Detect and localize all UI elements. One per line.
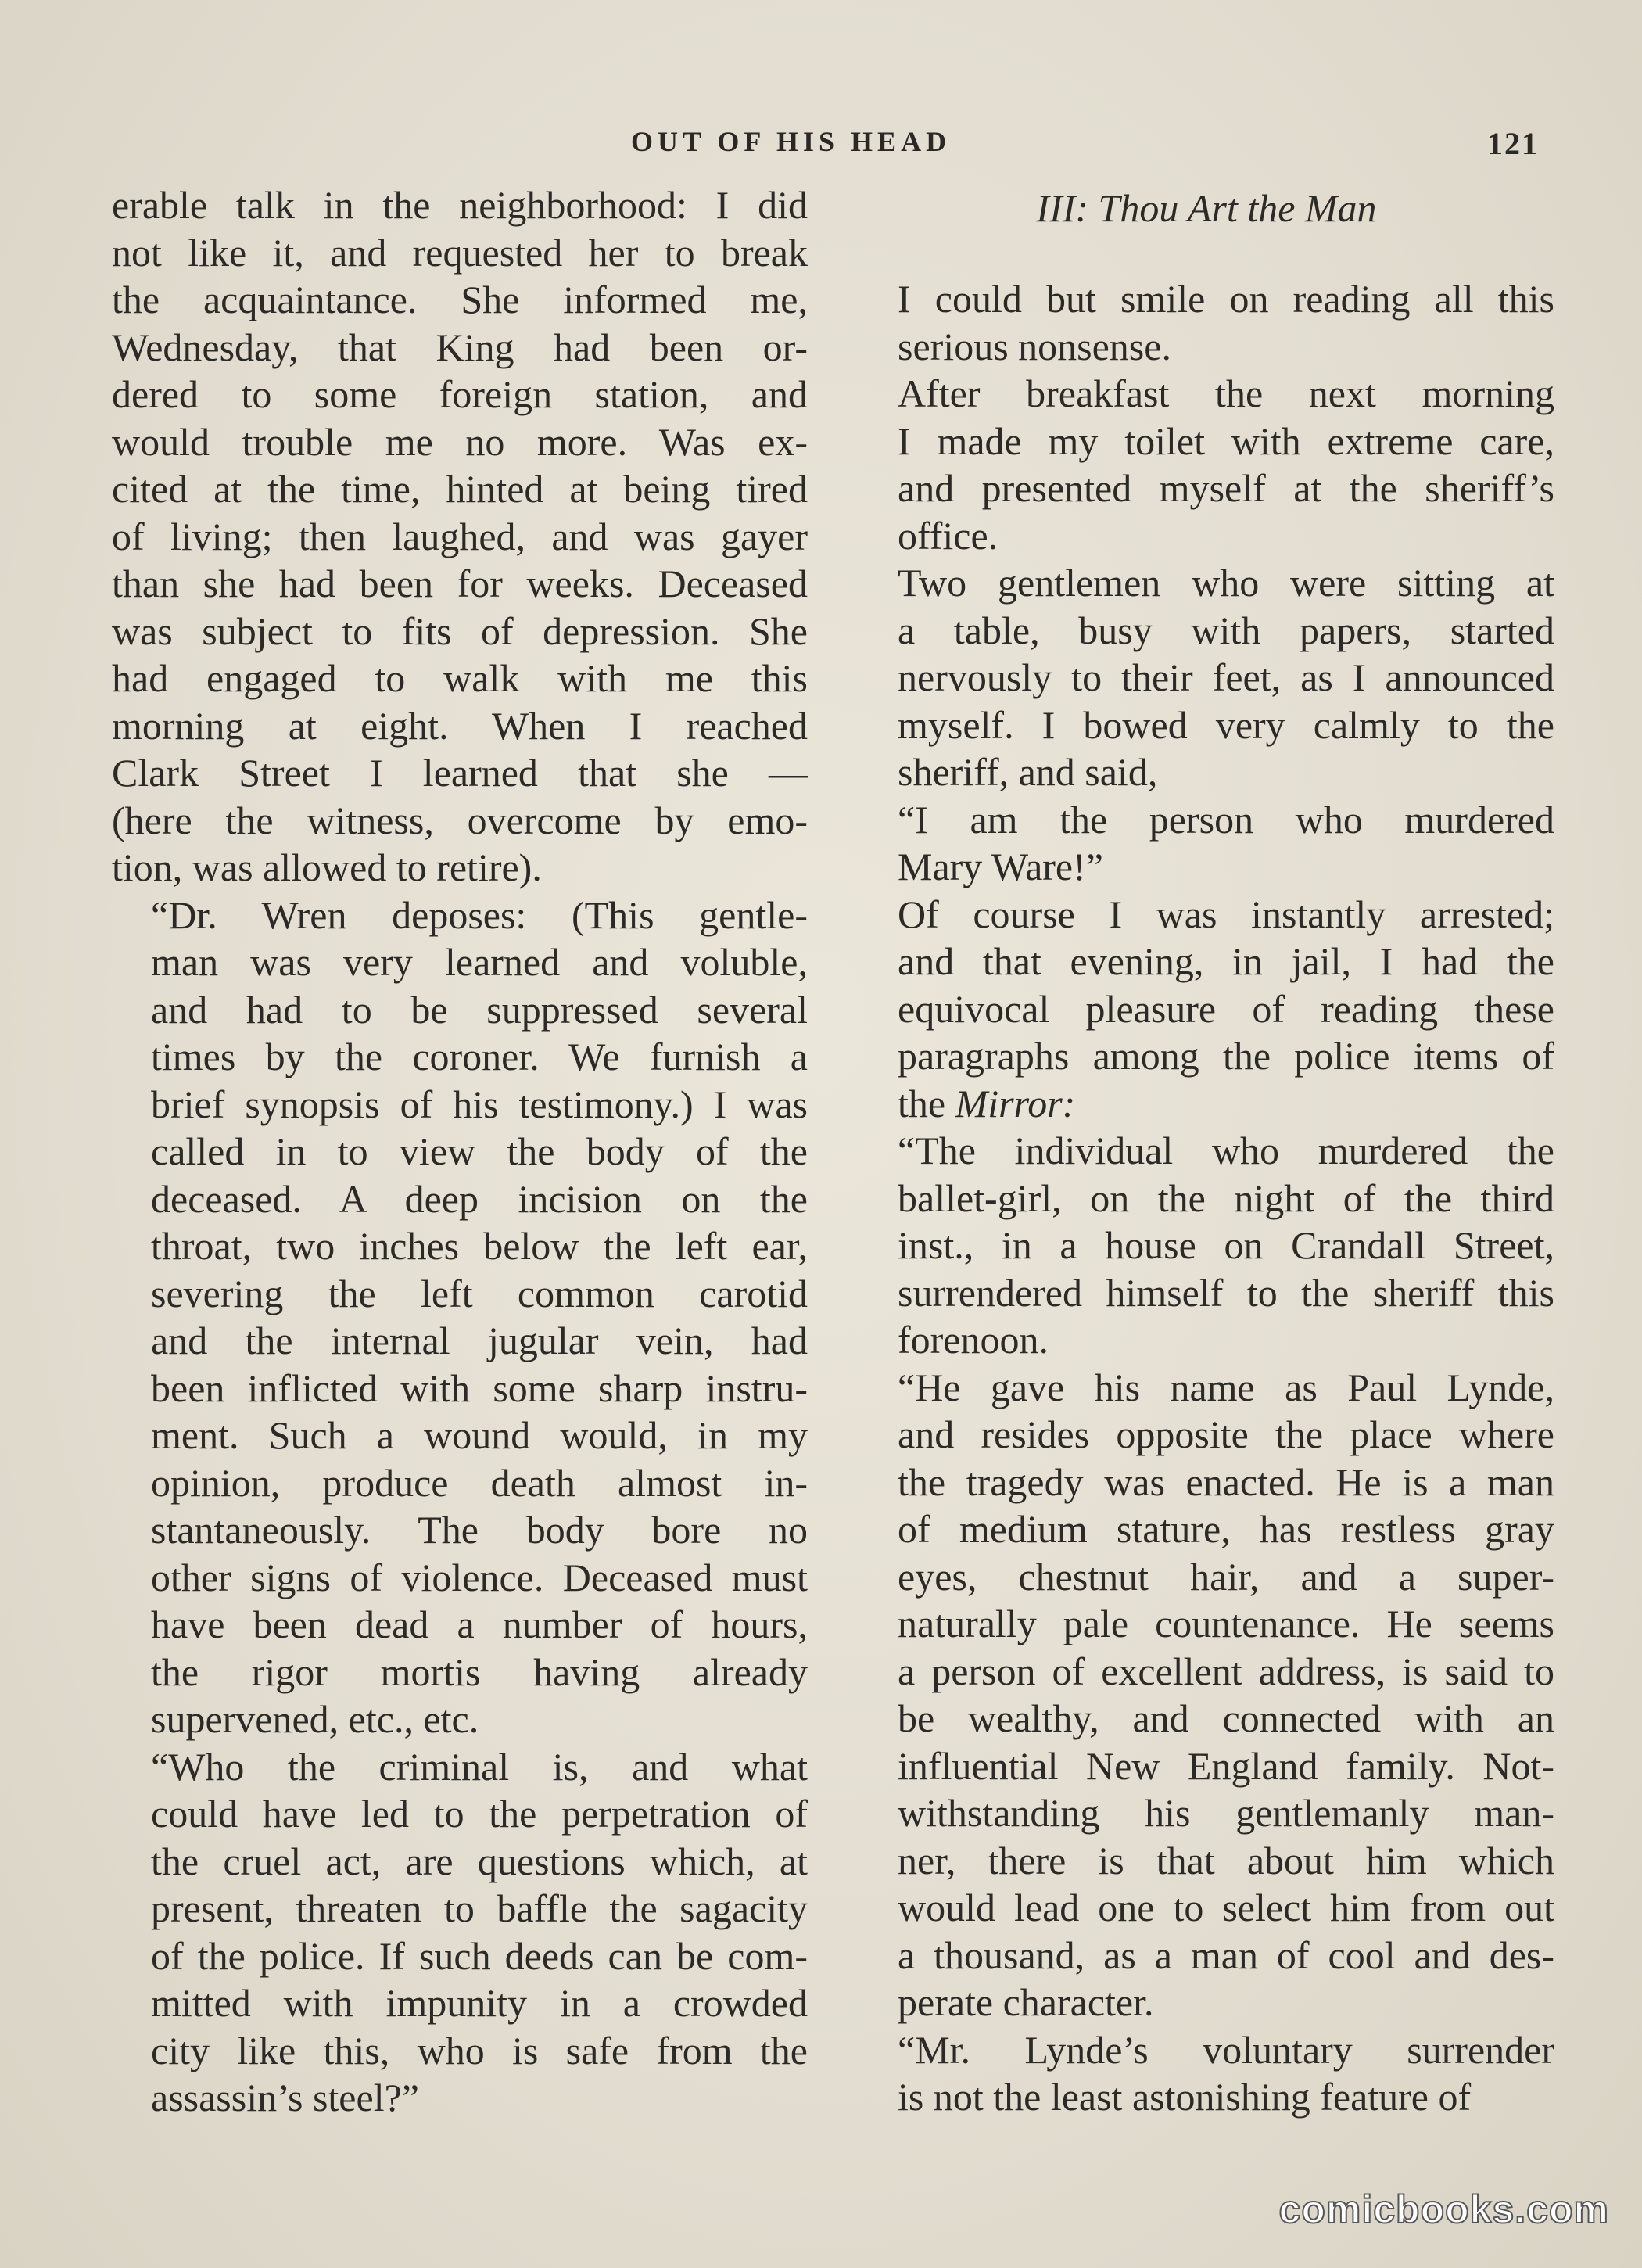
text-line: and resides opposite the place where (898, 1412, 1554, 1456)
text-line: and presented myself at the sheriff’s (898, 466, 1554, 510)
text-line: myself. I bowed very calmly to the (898, 702, 1554, 747)
text-line: be wealthy, and connected with an (898, 1696, 1554, 1740)
watermark-logo: comicbooks.com (1278, 2187, 1609, 2231)
text-line: morning at eight. When I reached (112, 703, 808, 748)
text-line: Of course I was instantly arrested; (898, 892, 1554, 936)
paragraph-breakfast (859, 370, 1554, 559)
left-column (112, 181, 808, 2122)
text-line: other signs of violence. Deceased must (151, 1555, 808, 1599)
text-line: perate character. (898, 1980, 1154, 2024)
text-line: man was very learned and voluble, (151, 940, 808, 984)
text-line: “Dr. Wren deposes: (This gentle- (151, 892, 808, 937)
paragraph-surrender (859, 2026, 1554, 2121)
text-line: of living; then laughed, and was gayer (112, 514, 808, 558)
text-line: opinion, produce death almost in- (151, 1460, 808, 1505)
text-line: deceased. A deep incision on the (151, 1176, 808, 1221)
page-number: 121 (1487, 126, 1539, 161)
paragraph-arrest (859, 891, 1554, 1128)
text-line: could have led to the perpetration of (151, 1792, 808, 1836)
paragraph-individual (859, 1127, 1554, 1364)
text-line: “Who the criminal is, and what (151, 1744, 808, 1789)
text-line: dered to some foreign station, and (112, 372, 808, 416)
text-line: the rigor mortis having already (151, 1649, 808, 1694)
text-line: would trouble me no more. Was ex- (112, 419, 808, 464)
text-line: ment. Such a wound would, in my (151, 1413, 808, 1457)
text-line: the tragedy was enacted. He is a man (898, 1459, 1554, 1504)
paragraph-testimony-end (112, 181, 808, 892)
text-line: the acquaintance. She informed me, (112, 278, 808, 321)
text-line: and the internal jugular vein, had (151, 1319, 808, 1362)
text-line: brief synopsis of his testimony.) I was (151, 1082, 808, 1126)
text-line: Wednesday, that King had been or- (112, 325, 808, 369)
text-line: a table, busy with papers, started (898, 608, 1554, 652)
text-line: assassin’s steel?” (151, 2076, 419, 2119)
text-line: forenoon. (898, 1318, 1049, 1362)
arrest-last-prefix: the (898, 1081, 955, 1125)
text-line: a person of excellent address, is said to (898, 1649, 1554, 1693)
text-line: not like it, and requested her to break (112, 230, 808, 275)
text-line: cited at the time, hinted at being tired (112, 467, 808, 511)
text-line: than she had been for weeks. Deceased (112, 562, 808, 605)
text-line: city like this, who is safe from the (151, 2028, 808, 2072)
text-line: stantaneously. The body bore no (151, 1508, 808, 1552)
text-line: paragraphs among the police items of (898, 1034, 1554, 1078)
text-line: times by the coroner. We furnish a (151, 1035, 808, 1078)
page-header (0, 125, 1642, 160)
text-line: “Mr. Lynde’s voluntary surrender (898, 2027, 1554, 2072)
text-line: was subject to fits of depression. She (112, 608, 808, 653)
text-line: After breakfast the next morning (898, 371, 1554, 415)
text-line: of the police. If such deeds can be com- (151, 1933, 808, 1978)
text-line: equivocal pleasure of reading these (898, 986, 1554, 1031)
text-line: I made my toilet with extreme care, (898, 418, 1554, 463)
text-line: and that evening, in jail, I had the (898, 939, 1554, 983)
text-line: had engaged to walk with me this (112, 656, 808, 700)
text-line: I could but smile on reading all this (898, 277, 1554, 321)
newspaper-name-mirror: Mirror: (955, 1081, 1076, 1125)
text-line: naturally pale countenance. He seems (898, 1602, 1554, 1645)
paragraph-criminal-question (112, 1743, 808, 2122)
text-line: “The individual who murdered the (898, 1129, 1554, 1172)
text-line: present, threaten to baffle the sagacity (151, 1886, 808, 1930)
text-line: withstanding his gentlemanly man- (898, 1791, 1554, 1835)
text-line: throat, two inches below the left ear, (151, 1224, 808, 1268)
text-line: “I am the person who murdered (898, 797, 1554, 842)
text-line: a thousand, as a man of cool and des- (898, 1932, 1554, 1977)
paragraph-two-gentlemen (859, 559, 1554, 796)
text-line: mitted with impunity in a crowded (151, 1981, 808, 2025)
text-line: called in to view the body of the (151, 1129, 808, 1173)
paragraph-smile (859, 275, 1554, 370)
text-line: severing the left common carotid (151, 1271, 808, 1315)
text-line: tion, was allowed to retire). (112, 845, 542, 889)
text-line: surrendered himself to the sheriff this (898, 1270, 1554, 1315)
text-line: supervened, etc., etc. (151, 1697, 479, 1741)
text-line: is not the least astonishing feature of (898, 2075, 1472, 2119)
text-line: Two gentlemen who were sitting at (898, 561, 1554, 605)
paragraph-confession (859, 796, 1554, 891)
paragraph-paul-lynde (859, 1364, 1554, 2026)
text-line: (here the witness, overcome by emo- (112, 798, 808, 842)
text-line: Clark Street I learned that she — (112, 751, 808, 795)
text-line: ballet-girl, on the night of the third (898, 1175, 1554, 1220)
text-line: the cruel act, are questions which, at (151, 1839, 808, 1883)
text-line: Mary Ware!” (898, 845, 1103, 888)
right-column (859, 181, 1554, 2121)
arrest-last-line (859, 1080, 1554, 1128)
paragraph-dr-wren (112, 892, 808, 1743)
text-line: erable talk in the neighborhood: I did (112, 183, 808, 227)
arrest-lines (859, 891, 1554, 1080)
text-line: “He gave his name as Paul Lynde, (898, 1365, 1554, 1409)
running-head: OUT OF HIS HEAD (631, 126, 952, 157)
text-line: would lead one to select him from out (898, 1886, 1554, 1929)
text-line: ner, there is that about him which (898, 1838, 1554, 1882)
text-line: and had to be suppressed several (151, 987, 808, 1032)
section-title: III: Thou Art the Man (1036, 186, 1377, 230)
text-line: influential New England family. Not- (898, 1743, 1554, 1788)
text-line: been inflicted with some sharp instru- (151, 1365, 808, 1410)
text-line: nervously to their feet, as I announced (898, 655, 1554, 699)
text-line: sheriff, and said, (898, 750, 1158, 794)
text-line: of medium stature, has restless gray (898, 1507, 1554, 1551)
text-line: eyes, chestnut hair, and a super- (898, 1554, 1554, 1599)
text-line: serious nonsense. (898, 324, 1171, 368)
text-line: inst., in a house on Crandall Street, (898, 1223, 1554, 1267)
text-line: office. (898, 513, 998, 558)
text-line: have been dead a number of hours, (151, 1602, 808, 1646)
